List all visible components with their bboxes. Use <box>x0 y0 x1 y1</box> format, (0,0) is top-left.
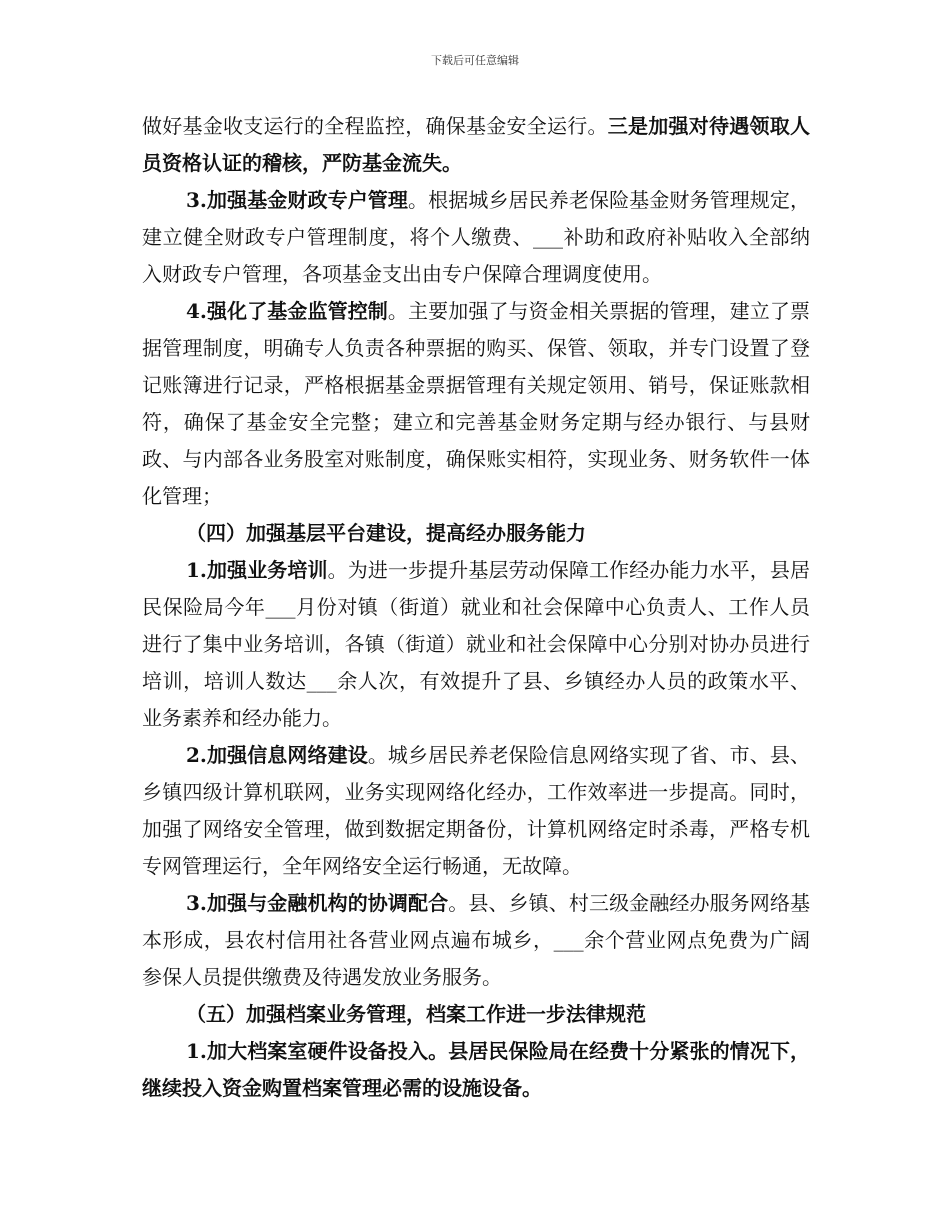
paragraph-item-2-network: 2.加强信息网络建设。城乡居民养老保险信息网络实现了省、市、县、乡镇四级计算机联网，业务实现网络化经办，工作效率进一步提高。同时，加强了网络安全管理，做到数据定期备份，计算机网络定时杀毒，严格专机专网管理运行，全年网络安全运行畅通，无故障。 <box>142 743 810 878</box>
paragraph-item-1-training: 1.加强业务培训。为进一步提升基层劳动保障工作经办能力水平，县居民保险局今年___月份对镇（街道）就业和社会保障中心负责人、工作人员进行了集中业务培训，各镇（街道）就业和社会保障中心分别对协办员进行培训，培训人数达___余人次，有效提升了县、乡镇经办人员的政策水平、业务素养和经办能力。 <box>142 558 810 730</box>
document-body <box>142 108 810 1107</box>
paragraph-item-3-finance-cooperation: 3.加强与金融机构的协调配合。县、乡镇、村三级金融经办服务网络基本形成，县农村信用社各营业网点遍布城乡，___余个营业网点免费为广阔参保人员提供缴费及待遇发放业务服务。 <box>142 891 810 989</box>
paragraph-item-3-fiscal-account: 3.加强基金财政专户管理。根据城乡居民养老保险基金财务管理规定，建立健全财政专户管理制度，将个人缴费、___补助和政府补贴收入全部纳入财政专户管理，各项基金支出由专户保障合理调度使用。 <box>142 188 811 286</box>
paragraph-continuation: 做好基金收支运行的全程监控，确保基金安全运行。三是加强对待遇领取人员资格认证的稽核，严防基金流失。 <box>142 114 810 175</box>
section-heading-4: （四）加强基层平台建设，提高经办服务能力 <box>186 521 586 545</box>
paragraph-item-4-fund-supervision: 4.强化了基金监管控制。主要加强了与资金相关票据的管理，建立了票据管理制度，明确专人负责各种票据的购买、保管、领取，并专门设置了登记账簿进行记录，严格根据基金票据管理有关规定领用、销号，保证账款相符，确保了基金安全完整；建立和完善基金财务定期与经办银行、与县财政、与内部各业务股室对账制度，确保账实相符，实现业务、财务软件一体化管理； <box>142 299 810 508</box>
section-heading-5: （五）加强档案业务管理，档案工作进一步法律规范 <box>186 1002 646 1026</box>
page-header: 下载后可任意编辑 <box>431 54 519 67</box>
paragraph-item-1-archive-hardware: 1.加大档案室硬件设备投入。县居民保险局在经费十分紧张的情况下，继续投入资金购置档案管理必需的设施设备。 <box>142 1039 810 1100</box>
